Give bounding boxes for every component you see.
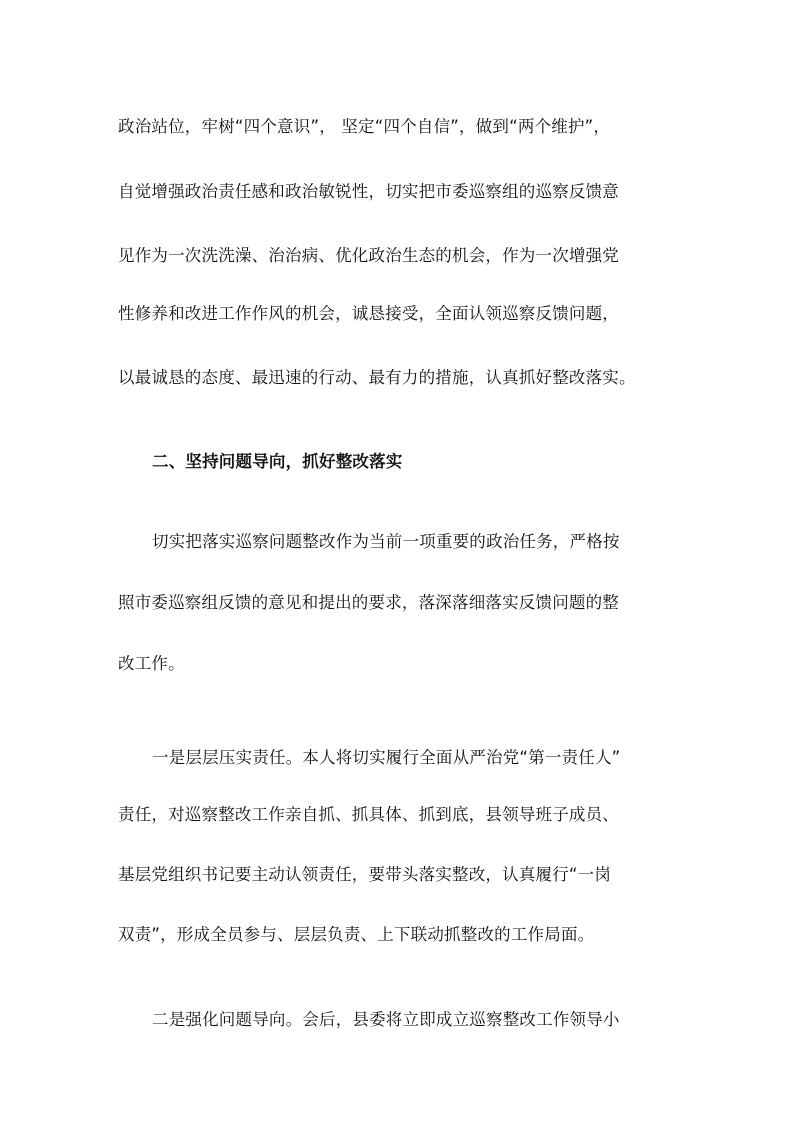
- text-line: 双责”，形成全员参与、层层负责、上下联动抓整改的工作局面。: [118, 925, 595, 944]
- text-line: 基层党组织书记要主动认领责任，要带头落实整改，认真履行“一岗: [118, 865, 612, 884]
- text-line: 见作为一次洗洗澡、治治病、优化政治生态的机会，作为一次增强党: [118, 246, 619, 265]
- text-line: 照市委巡察组反馈的意见和提出的要求，落深落细落实反馈问题的整: [118, 593, 619, 612]
- text-line: 以最诚恳的态度、最迅速的行动、最有力的措施，认真抓好整改落实。: [118, 368, 636, 387]
- section-heading: 二、坚持问题导向，抓好整改落实: [152, 452, 403, 471]
- text-line: 性修养和改进工作作风的机会，诚恳接受，全面认领巡察反馈问题，: [118, 304, 619, 323]
- text-line: 一是层层压实责任。本人将切实履行全面从严治党“第一责任人”: [152, 748, 621, 767]
- text-line: 自觉增强政治责任感和政治敏锐性，切实把市委巡察组的巡察反馈意: [118, 182, 619, 201]
- text-line: 政治站位，牢树“四个意识”， 坚定“四个自信”，做到“两个维护”，: [118, 117, 611, 136]
- text-line: 责任，对巡察整改工作亲自抓、抓具体、抓到底，县领导班子成员、: [118, 805, 619, 824]
- text-line: 切实把落实巡察问题整改作为当前一项重要的政治任务，严格按: [152, 532, 620, 551]
- text-line: 改工作。: [118, 654, 185, 673]
- text-line: 二是强化问题导向。会后，县委将立即成立巡察整改工作领导小: [152, 1010, 620, 1029]
